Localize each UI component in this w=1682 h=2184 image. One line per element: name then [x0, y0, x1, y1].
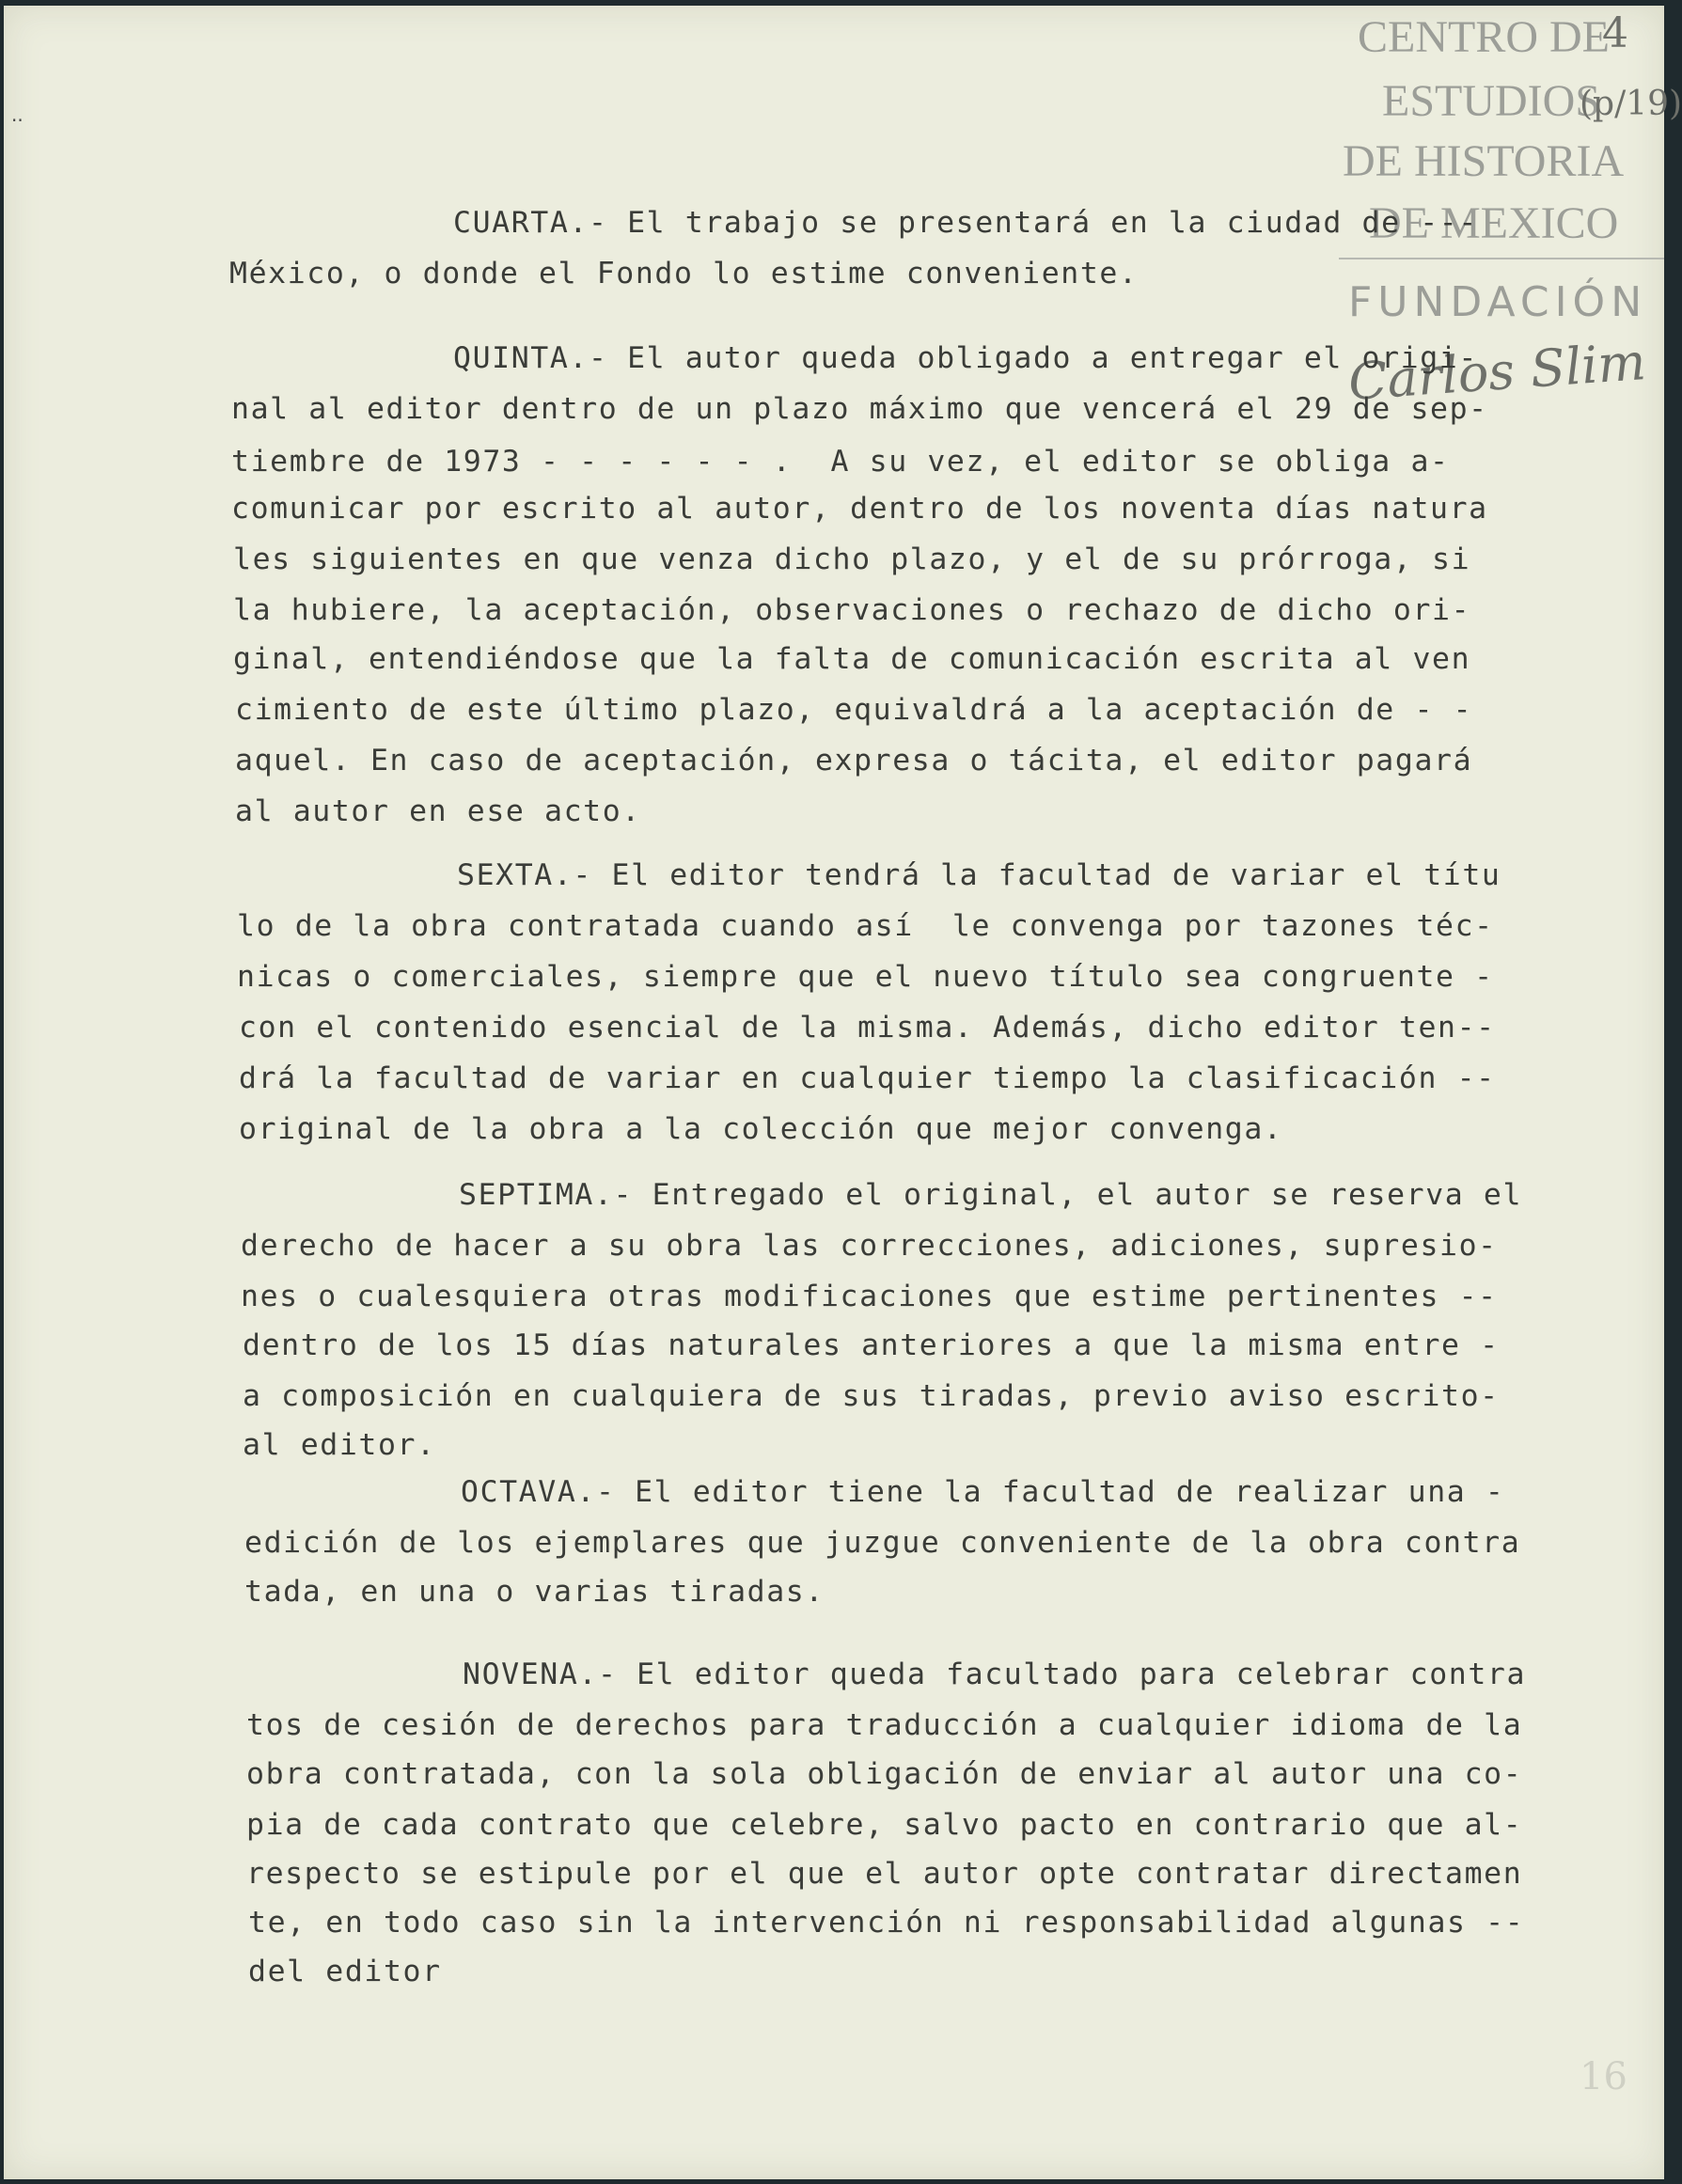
clause-quinta-line-2: nal al editor dentro de un plazo máximo que vencerá el 29 de sep- — [231, 392, 1488, 426]
clause-quinta-line-7: ginal, entendiéndose que la falta de comunicación escrita al ven — [233, 642, 1471, 676]
stamp-divider — [1339, 258, 1664, 259]
clause-quinta-line-8: cimiento de este último plazo, equivaldrá a la aceptación de - - — [235, 693, 1473, 727]
clause-sexta-line-3: nicas o comerciales, siempre que el nuevo título sea congruente - — [237, 960, 1494, 994]
stamp-line-1: CENTRO DE — [1358, 12, 1610, 62]
stamp-line-3: DE HISTORIA — [1343, 136, 1625, 186]
clause-novena-line-3: obra contratada, con la sola obligación de enviar al autor una co- — [246, 1757, 1523, 1791]
clause-quinta-line-1: QUINTA.- El autor queda obligado a entregar el origi- — [453, 341, 1478, 375]
stamp-line-2: ESTUDIOS — [1382, 76, 1601, 126]
clause-septima-line-5: a composición en cualquiera de sus tiradas, previo aviso escrito- — [243, 1379, 1500, 1413]
clause-octava-line-1: OCTAVA.- El editor tiene la facultad de realizar una - — [461, 1475, 1505, 1509]
stamp-signature: Carlos Slim — [1346, 332, 1648, 412]
clause-septima-line-4: dentro de los 15 días naturales anteriores a que la misma entre - — [243, 1328, 1500, 1362]
clause-octava-line-3: tada, en una o varias tiradas. — [244, 1575, 825, 1609]
clause-quinta-line-6: la hubiere, la aceptación, observaciones o rechazo de dicho ori- — [233, 593, 1471, 627]
clause-quinta-line-4: comunicar por escrito al autor, dentro de los noventa días natura — [231, 492, 1488, 526]
corner-number: 16 — [1580, 2055, 1627, 2098]
clause-quinta-line-3: tiembre de 1973 - - - - - - . A su vez, el editor se obliga a- — [231, 445, 1450, 479]
document-page — [4, 6, 1682, 2179]
clause-cuarta-line-2: México, o donde el Fondo lo estime conveniente. — [229, 257, 1139, 291]
clause-sexta-line-5: drá la facultad de variar en cualquier tiempo la clasificación -- — [239, 1061, 1496, 1095]
clause-octava-line-2: edición de los ejemplares que juzgue conveniente de la obra contra — [244, 1526, 1521, 1560]
clause-septima-line-3: nes o cualesquiera otras modificaciones que estime pertinentes -- — [241, 1280, 1498, 1313]
clause-novena-line-6: te, en todo caso sin la intervención ni responsabilidad algunas -- — [248, 1906, 1525, 1940]
clause-septima-line-1: SEPTIMA.- Entregado el original, el autor se reserva el — [459, 1178, 1523, 1212]
margin-mark: .. — [11, 103, 24, 126]
clause-novena-line-5: respecto se estipule por el que el autor opte contratar directamen — [246, 1857, 1523, 1891]
clause-septima-line-6: al editor. — [243, 1428, 436, 1462]
clause-novena-line-2: tos de cesión de derechos para traducción a cualquier idioma de la — [246, 1708, 1523, 1742]
clause-novena-line-7: del editor — [248, 1955, 442, 1988]
clause-sexta-line-6: original de la obra a la colección que mejor convenga. — [239, 1112, 1283, 1146]
clause-quinta-line-10: al autor en ese acto. — [235, 794, 641, 828]
clause-novena-line-4: pia de cada contrato que celebre, salvo pacto en contrario que al- — [246, 1808, 1523, 1842]
clause-quinta-line-9: aquel. En caso de aceptación, expresa o tácita, el editor pagará — [235, 744, 1473, 778]
folio-annotation: (p/19) — [1580, 85, 1682, 123]
page-marker: 4 — [1602, 9, 1628, 57]
clause-novena-line-1: NOVENA.- El editor queda facultado para celebrar contra — [463, 1658, 1527, 1691]
stamp-line-5: FUNDACIÓN — [1348, 278, 1648, 326]
stamp-line-4: DE MEXICO — [1369, 198, 1619, 248]
clause-cuarta-line-1: CUARTA.- El trabajo se presentará en la ciudad de --- — [453, 206, 1478, 240]
clause-sexta-line-4: con el contenido esencial de la misma. Además, dicho editor ten-- — [239, 1011, 1496, 1045]
clause-sexta-line-2: lo de la obra contratada cuando así le convenga por tazones téc- — [237, 909, 1494, 943]
clause-septima-line-2: derecho de hacer a su obra las correcciones, adiciones, supresio- — [241, 1229, 1498, 1263]
clause-sexta-line-1: SEXTA.- El editor tendrá la facultad de variar el títu — [457, 858, 1501, 892]
clause-quinta-line-5: les siguientes en que venza dicho plazo, y el de su prórroga, si — [233, 542, 1471, 576]
